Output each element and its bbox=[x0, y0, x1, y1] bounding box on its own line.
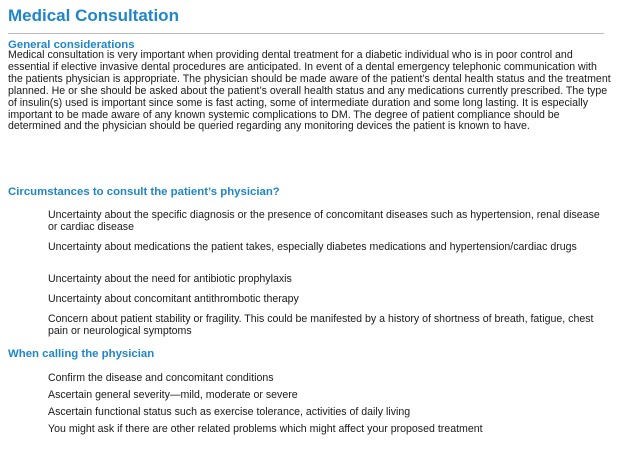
title-divider bbox=[8, 33, 604, 34]
list-item: Confirm the disease and concomitant conditions bbox=[48, 372, 274, 384]
list-item: Uncertainty about the need for antibiotic prophylaxis bbox=[48, 273, 292, 285]
list-item: Ascertain general severity—mild, moderate or severe bbox=[48, 389, 298, 401]
section-heading-circumstances: Circumstances to consult the patient’s physician? bbox=[8, 186, 280, 198]
section-heading-general: General considerations bbox=[8, 39, 135, 51]
page-title: Medical Consultation bbox=[8, 6, 179, 25]
list-item: Concern about patient stability or fragility. This could be manifested by a history of shortness of breath, fatigue, chest pain or neurological symptoms bbox=[48, 313, 594, 337]
list-item: Ascertain functional status such as exercise tolerance, activities of daily living bbox=[48, 406, 411, 418]
list-item: You might ask if there are other related problems which might affect your proposed treatment bbox=[48, 423, 483, 435]
list-item: Uncertainty about medications the patient takes, especially diabetes medications and hypertension/cardiac drugs bbox=[48, 241, 577, 253]
list-item: Uncertainty about concomitant antithrombotic therapy bbox=[48, 293, 299, 305]
general-considerations-paragraph: Medical consultation is very important when providing dental treatment for a diabetic individual who is in poor control and essential if elective invasive dental procedures are anticipated. In event of a dental emergency telephonic communication with the patients physician is appropriate. The physician should be made aware of the patient’s dental health status and the treatment planned. He or she should be asked about the patient’s overall health status and any medications currently prescribed. The type of insulin(s) used is important since some is fast acting, some of intermediate duration and some long lasting. It is especially important to be made aware of any known systemic complications to DM. The degree of patient compliance should be determined and the physician should be queried regarding any monitoring devices the patient is known to have. bbox=[8, 49, 611, 133]
list-item: Uncertainty about the specific diagnosis or the presence of concomitant diseases such as hypertension, renal disease or cardiac disease bbox=[48, 209, 600, 233]
section-heading-calling: When calling the physician bbox=[8, 348, 155, 360]
